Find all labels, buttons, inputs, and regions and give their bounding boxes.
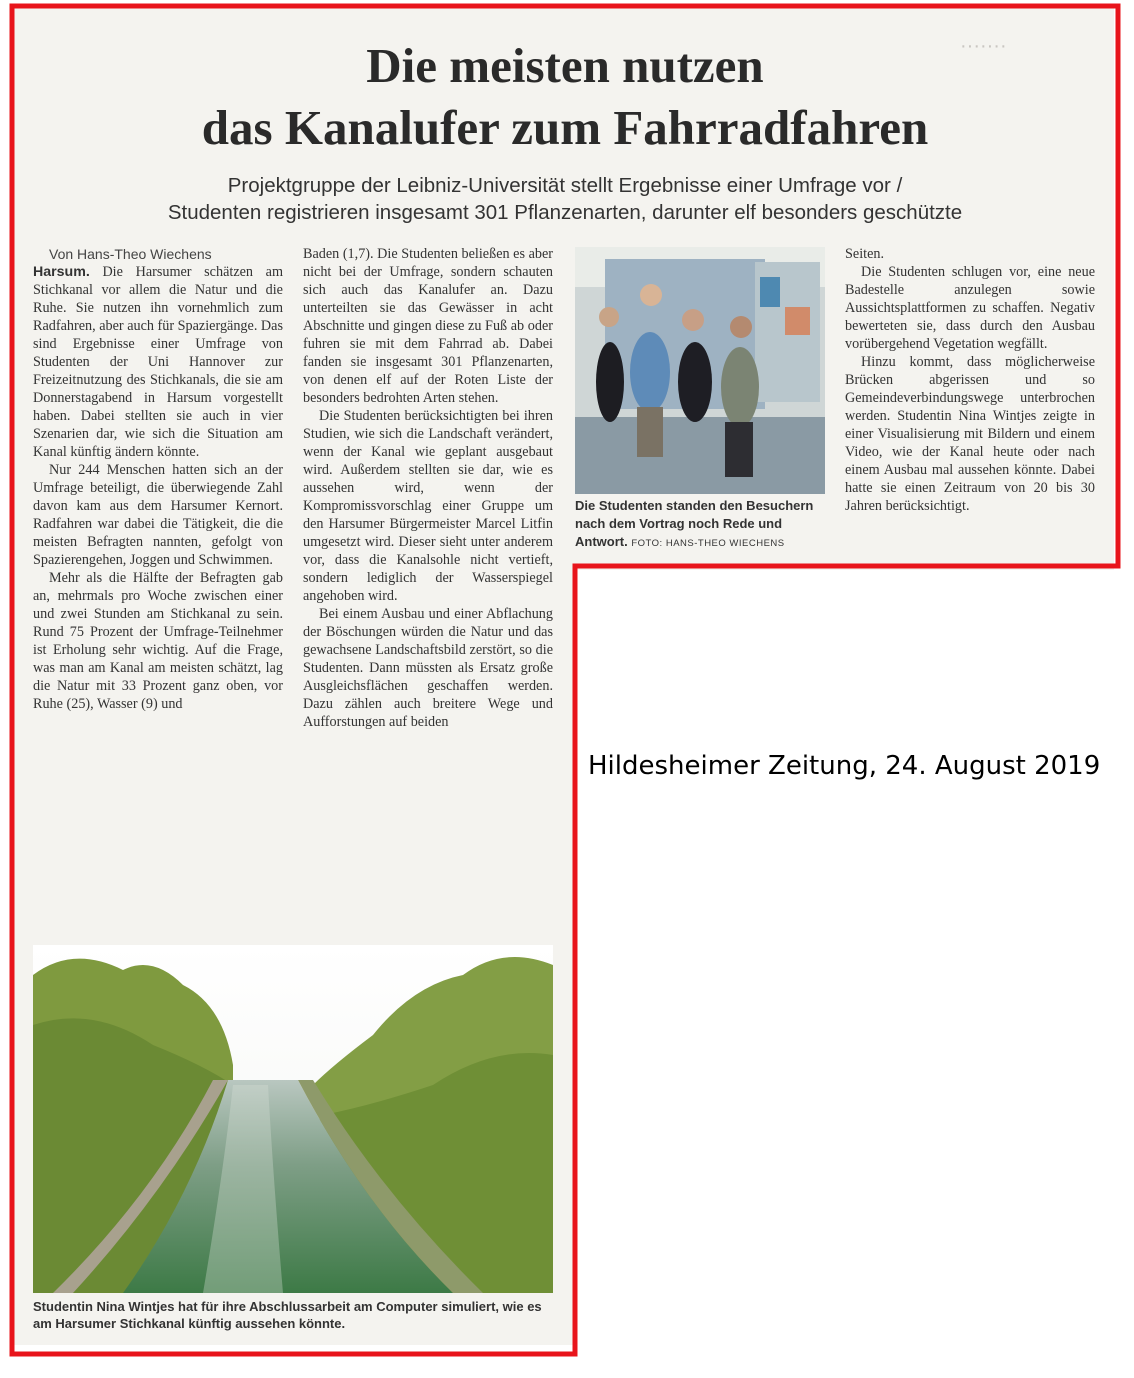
article-headline: Die meisten nutzen das Kanalufer zum Fahrradfahren <box>201 38 929 155</box>
article-column-1 <box>33 245 283 713</box>
paragraph: Mehr als die Hälfte der Befragten gab an, mehrmals pro Woche zwischen einer und zwei Stunden am Stichkanal zu sein. Rund 75 Prozent der Umfrage-Teilnehmer ist Erholung sehr wichtig. Auf die Frage, was man am Kanal am meisten schätzt, lag die Natur mit 33 Prozent ganz oben, vor Ruhe (25), Wasser (9) und <box>33 570 283 712</box>
paragraph: Bei einem Ausbau und einer Abflachung der Böschungen würden die Natur und das gewachsene Landschaftsbild zerstört, so die Studenten. Dann müssten als Ersatz große Ausgleichsflächen geschaffen werden. Dazu zählen auch breitere Wege und Aufforstungen auf beiden <box>303 606 553 730</box>
paragraph: Die Harsumer schätzen am Stichkanal vor allem die Natur und die Ruhe. Sie nutzen ihn vornehmlich zum Radfahren, aber auch für Spaziergänge. Das sind Ergebnisse einer Umfrage von Studenten der Uni Hannover zur Freizeitnutzung des Stichkanals, die sie am Donnerstagabend in Harsum vorgestellt haben. Dabei stellten sie auch in vier Szenarien dar, wie sich die Situation am Kanal künftig ändern könnte. <box>33 264 283 460</box>
dateline: Harsum. <box>33 264 90 280</box>
paragraph: Die Studenten schlugen vor, eine neue Badestelle anzulegen sowie Aussichtsplattformen zu schaffen. Negativ bewerteten sie, dass durch den Ausbau vorübergehend Vegetation wegfällt. <box>845 264 1095 352</box>
source-label: Hildesheimer Zeitung, 24. August 2019 <box>588 751 1101 781</box>
photo-credit: FOTO: HANS-THEO WIECHENS <box>631 538 785 549</box>
students-photo <box>575 247 825 494</box>
paragraph: Seiten. <box>845 246 885 262</box>
byline: Von Hans-Theo Wiechens <box>49 246 212 262</box>
photo-caption: Die Studenten standen den Besuchern nach dem Vortrag noch Rede und Antwort. FOTO: HANS-THEO WIECHENS <box>575 498 814 549</box>
article-subheadline: Projektgruppe der Leibniz-Universität stellt Ergebnisse einer Umfrage vor / Studenten registrieren insgesamt 301 Pflanzenarten, darunter elf besonders geschützte <box>167 174 963 224</box>
article-column-2 <box>303 245 553 731</box>
canal-simulation-photo <box>33 945 553 1293</box>
photo-caption: Studentin Nina Wintjes hat für ihre Abschlussarbeit am Computer simuliert, wie es am Harsumer Stichkanal künftig aussehen könnte. <box>33 1299 542 1331</box>
article-column-4 <box>845 245 1095 515</box>
paragraph: Baden (1,7). Die Studenten beließen es aber nicht bei der Umfrage, sondern schauten sich auch das Kanalufer an. Dazu unterteilten sie das Gewässer in acht Abschnitte und gingen diese zu Fuß ab oder fuhren sie mit dem Fahrrad ab. Dabei fanden sie insgesamt 301 Pflanzenarten, von denen elf auf der Roten Liste der besonders bedrohten Arten stehen. <box>303 246 553 406</box>
paragraph: Nur 244 Menschen hatten sich an der Umfrage beteiligt, die überwiegende Zahl davon kam aus dem Harsumer Kernort. Radfahren war dabei die Tätigkeit, die die meisten Befragten nannten, gefolgt von Spazierengehen, Joggen und Schwimmen. <box>33 462 283 568</box>
paragraph: Hinzu kommt, dass möglicherweise Brücken abgerissen und so Gemeindeverbindungswege unterbrochen werden. Studentin Nina Wintjes zeigte in einer Visualisierung mit Bildern und einem Video, wie der Kanal heute oder nach einem Ausbau mal aussehen könnte. Dabei hatte sie einen Zeitraum von 20 bis 30 Jahren berücksichtigt. <box>845 354 1095 514</box>
paragraph: Die Studenten berücksichtigten bei ihren Studien, wie sich die Landschaft verändert, wenn der Kanal wie geplant ausgebaut wird. Außerdem stellten sie dar, wie es aussehen wird, wenn der Kompromissvorschlag einer Gruppe um den Harsumer Bürgermeister Marcel Litfin umgesetzt wird. Dieser sieht unter anderem vor, dass die Kanalsohle nicht vertieft, sondern lediglich der Wasserspiegel angehoben wird. <box>303 408 553 604</box>
